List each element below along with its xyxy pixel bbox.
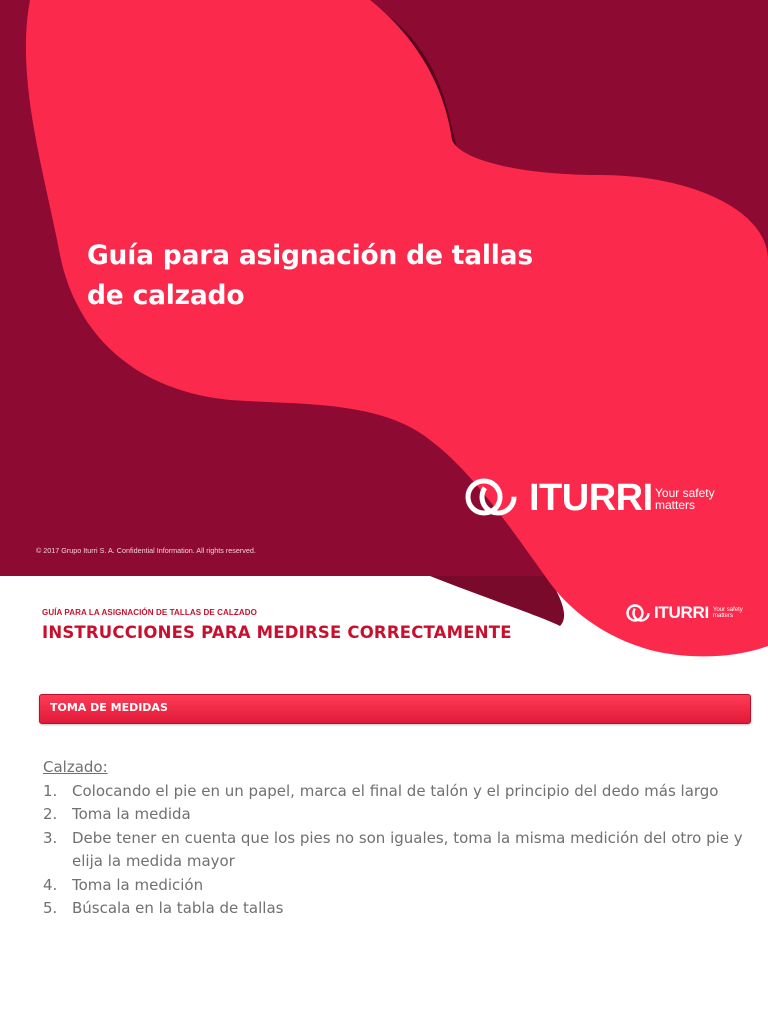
list-item	[43, 874, 763, 898]
slide-heading: INSTRUCCIONES PARA MEDIRSE CORRECTAMENTE	[42, 623, 512, 642]
list-label: Calzado:	[43, 758, 108, 776]
logo-tagline	[655, 487, 715, 511]
slide-kicker: GUÍA PARA LA ASIGNACIÓN DE TALLAS DE CALZADO	[42, 608, 257, 617]
iturri-wordmark: ITURRI	[654, 603, 709, 622]
step-number: 1.	[43, 781, 58, 800]
title-line-2: de calzado	[87, 280, 245, 311]
tagline-line-1: Your safety	[655, 486, 715, 500]
list-item	[43, 780, 763, 804]
iturri-logo-mark-icon	[625, 602, 651, 624]
step-text: Búscala en la tabla de tallas	[72, 899, 284, 917]
tagline-line-2: matters	[655, 498, 696, 512]
section-header-bar	[39, 694, 751, 724]
tagline-line-2: matters	[713, 613, 734, 619]
step-text: Debe tener en cuenta que los pies no son iguales, toma la misma medición del otro pie y elija la medida mayor	[72, 828, 743, 870]
step-text: Toma la medida	[72, 805, 191, 823]
step-text: Colocando el pie en un papel, marca el final de talón y el principio del dedo más largo	[72, 781, 719, 800]
title-line-1: Guía para asignación de tallas	[87, 240, 533, 271]
copyright-notice: © 2017 Grupo Iturri S. A. Confidential Information. All rights reserved.	[36, 546, 256, 555]
iturri-logo-mark-icon	[462, 474, 520, 520]
iturri-logo-small	[625, 602, 765, 626]
instructions-slide	[0, 576, 768, 1024]
tagline-line-1: Your safety	[713, 607, 743, 613]
instructions-list	[43, 756, 763, 921]
steps-list	[43, 780, 763, 921]
list-item	[43, 803, 763, 827]
step-text: Toma la medición	[72, 875, 204, 894]
dark-corner-shape	[430, 576, 564, 626]
step-number: 4.	[43, 875, 58, 894]
logo-tagline	[713, 607, 743, 619]
list-item	[43, 827, 763, 874]
slide-title	[87, 236, 607, 316]
step-number: 2.	[43, 805, 58, 823]
section-title: TOMA DE MEDIDAS	[50, 701, 168, 714]
iturri-logo	[462, 474, 742, 522]
step-number: 3.	[43, 828, 58, 847]
list-item	[43, 897, 763, 921]
step-number: 5.	[43, 899, 58, 917]
iturri-wordmark: ITURRI	[529, 477, 653, 519]
